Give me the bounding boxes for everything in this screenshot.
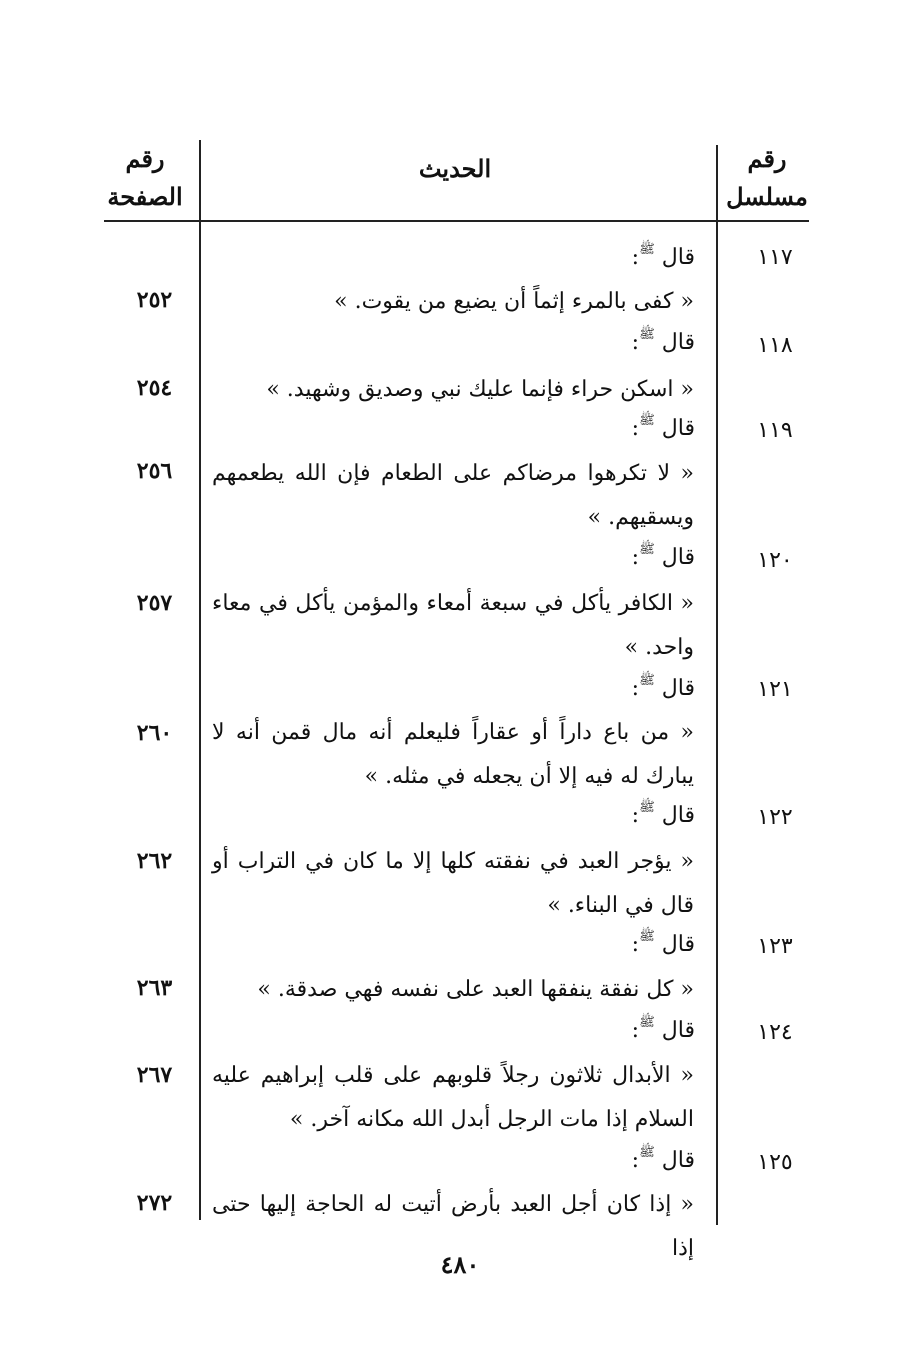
- row-intro: [395, 542, 695, 570]
- page-number-footer: ٤٨٠: [440, 1250, 480, 1279]
- intro-colon: :: [631, 245, 640, 270]
- qal-text: قال: [661, 803, 695, 828]
- row-serial: ١٢٣: [757, 934, 793, 959]
- hadith-text: « الكافر يأكل في سبعة أمعاء والمؤمن يأكل في معاء واحد. »: [212, 591, 694, 660]
- row-intro: [395, 327, 695, 355]
- honorific-glyph: ﷺ: [639, 929, 655, 944]
- row-serial: ١١٨: [757, 333, 793, 358]
- honorific-glyph: ﷺ: [639, 413, 655, 428]
- row-page-number: ٢٥٤: [136, 375, 173, 401]
- row-page-number: ٢٧٢: [136, 1190, 173, 1216]
- intro-colon: :: [631, 416, 640, 441]
- qal-text: قال: [661, 330, 695, 355]
- row-page-number: ٢٥٧: [136, 590, 173, 616]
- honorific-glyph: ﷺ: [639, 673, 655, 688]
- qal-text: قال: [661, 245, 695, 270]
- column-divider-right: [716, 145, 718, 1225]
- honorific-glyph: ﷺ: [639, 542, 655, 557]
- row-intro: [395, 1145, 695, 1173]
- honorific-glyph: ﷺ: [639, 1145, 655, 1160]
- header-rule: [104, 220, 809, 222]
- row-serial: ١٢٢: [757, 805, 793, 830]
- column-divider-left: [199, 140, 201, 1220]
- intro-colon: :: [631, 330, 640, 355]
- serial-header-line-2: مسلسل: [726, 182, 808, 211]
- row-serial: ١٢٥: [757, 1150, 793, 1175]
- row-page-number: ٢٦٢: [136, 848, 173, 874]
- row-serial: ١١٩: [757, 418, 793, 443]
- honorific-glyph: ﷺ: [639, 242, 655, 257]
- row-intro: [395, 800, 695, 828]
- row-serial: ١٢٠: [757, 548, 793, 573]
- serial-column-header: [722, 140, 812, 216]
- serial-header-line-1: رقم: [747, 144, 787, 173]
- qal-text: قال: [661, 1148, 695, 1173]
- hadith-text: « كل نفقة ينفقها العبد على نفسه فهي صدقة. »: [257, 977, 694, 1002]
- row-intro: [395, 413, 695, 441]
- qal-text: قال: [661, 1018, 695, 1043]
- hadith-text: « لا تكرهوا مرضاكم على الطعام فإن الله يطعمهم ويسقيهم. »: [212, 461, 694, 530]
- row-page-number: ٢٥٢: [136, 287, 173, 313]
- row-page-number: ٢٦٧: [136, 1062, 173, 1088]
- qal-text: قال: [661, 676, 695, 701]
- qal-text: قال: [661, 932, 695, 957]
- row-page-number: ٢٦٠: [136, 720, 173, 746]
- intro-colon: :: [631, 1018, 640, 1043]
- hadith-text: « من باع داراً أو عقاراً فليعلم أنه مال قمن أنه لا يبارك له فيه إلا أن يجعله في مثله. »: [212, 720, 694, 789]
- intro-colon: :: [631, 932, 640, 957]
- page-header-line-1: رقم: [125, 144, 165, 173]
- row-serial: ١١٧: [757, 245, 793, 270]
- row-intro: [395, 929, 695, 957]
- honorific-glyph: ﷺ: [639, 1015, 655, 1030]
- honorific-glyph: ﷺ: [639, 800, 655, 815]
- row-serial: ١٢٤: [757, 1020, 793, 1045]
- page-column-header: [95, 140, 195, 216]
- row-page-number: ٢٦٣: [136, 975, 173, 1001]
- intro-colon: :: [631, 676, 640, 701]
- intro-colon: :: [631, 545, 640, 570]
- hadith-text: « إذا كان أجل العبد بأرض أتيت له الحاجة إليها حتى إذا: [212, 1192, 694, 1261]
- hadith-text: « يؤجر العبد في نفقته كلها إلا ما كان في التراب أو قال في البناء. »: [212, 849, 694, 918]
- row-intro: [395, 1015, 695, 1043]
- qal-text: قال: [661, 416, 695, 441]
- row-serial: ١٢١: [757, 677, 793, 702]
- page-header-line-2: الصفحة: [107, 182, 183, 211]
- hadith-text: « الأبدال ثلاثون رجلاً قلوبهم على قلب إبراهيم عليه السلام إذا مات الرجل أبدل الله مكانه آخر. »: [212, 1063, 694, 1132]
- qal-text: قال: [661, 545, 695, 570]
- row-intro: [395, 673, 695, 701]
- row-page-number: ٢٥٦: [136, 458, 173, 484]
- hadith-column-header: الحديث: [418, 154, 492, 183]
- row-intro: [395, 242, 695, 270]
- intro-colon: :: [631, 1148, 640, 1173]
- hadith-text: « كفى بالمرء إثماً أن يضيع من يقوت. »: [334, 289, 694, 314]
- honorific-glyph: ﷺ: [639, 327, 655, 342]
- hadith-text: « اسكن حراء فإنما عليك نبي وصديق وشهيد. »: [266, 377, 694, 402]
- intro-colon: :: [631, 803, 640, 828]
